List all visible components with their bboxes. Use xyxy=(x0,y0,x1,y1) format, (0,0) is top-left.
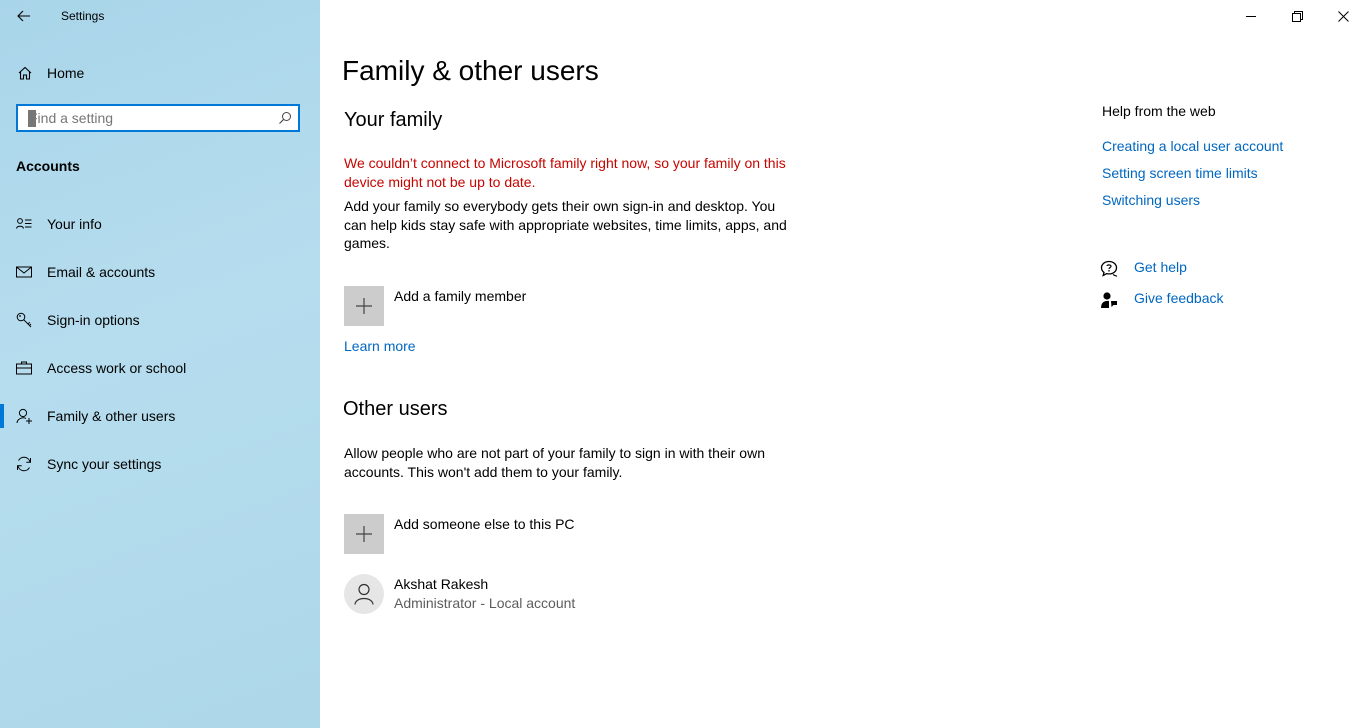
home-icon xyxy=(17,65,33,81)
add-person-icon xyxy=(16,408,32,424)
learn-more-link[interactable]: Learn more xyxy=(344,338,416,354)
other-users-heading: Other users xyxy=(343,398,448,420)
other-users-description: Allow people who are not part of your family to sign in with their own accounts. This won't add them to your family. xyxy=(344,445,765,480)
search-icon[interactable] xyxy=(278,111,292,125)
sidebar-item-label: Sync your settings xyxy=(47,456,162,472)
add-tile xyxy=(344,286,384,326)
restore-button[interactable] xyxy=(1274,0,1320,32)
family-description: Add your family so everybody gets their own sign-in and desktop. You can help kids stay safe with appropriate websites, time limits, apps, and games. xyxy=(344,198,787,251)
sidebar-item-label: Home xyxy=(47,65,85,81)
page-title: Family & other users xyxy=(342,55,599,86)
your-family-heading: Your family xyxy=(344,109,443,131)
add-someone-else-label: Add someone else to this PC xyxy=(394,516,575,532)
chat-help-icon xyxy=(1100,260,1118,278)
restore-icon xyxy=(1292,11,1303,22)
sidebar-item-label: Email & accounts xyxy=(47,264,156,280)
give-feedback-item[interactable] xyxy=(1100,289,1300,311)
give-feedback-link[interactable]: Give feedback xyxy=(1134,290,1224,306)
help-link-screen-time[interactable]: Setting screen time limits xyxy=(1102,165,1258,181)
sidebar-item-access-work-school[interactable] xyxy=(0,348,320,388)
key-icon xyxy=(16,312,32,328)
app-title: Settings xyxy=(61,9,105,23)
feedback-icon xyxy=(1100,291,1118,309)
sidebar-item-family-other-users[interactable] xyxy=(0,396,320,436)
plus-icon xyxy=(355,297,373,315)
search-input[interactable] xyxy=(26,109,269,127)
get-help-item[interactable] xyxy=(1100,258,1300,280)
avatar xyxy=(344,574,384,614)
minimize-button[interactable] xyxy=(1228,0,1274,32)
user-account-type: Administrator - Local account xyxy=(394,595,576,611)
briefcase-icon xyxy=(16,360,32,376)
back-button[interactable] xyxy=(0,0,48,32)
user-name: Akshat Rakesh xyxy=(394,576,489,592)
user-account-item[interactable] xyxy=(344,574,644,616)
plus-icon xyxy=(355,525,373,543)
help-link-local-account[interactable]: Creating a local user account xyxy=(1102,138,1284,154)
get-help-link[interactable]: Get help xyxy=(1134,259,1187,275)
add-family-member-button[interactable] xyxy=(344,286,594,326)
back-arrow-icon xyxy=(17,10,31,22)
search-box[interactable] xyxy=(16,104,300,132)
add-family-member-label: Add a family member xyxy=(394,288,527,304)
sidebar-item-sync-settings[interactable] xyxy=(0,444,320,484)
sidebar-item-label: Access work or school xyxy=(47,360,187,376)
sidebar xyxy=(0,0,320,728)
add-someone-else-button[interactable] xyxy=(344,514,644,554)
sidebar-item-email-accounts[interactable] xyxy=(0,252,320,292)
help-heading: Help from the web xyxy=(1102,103,1216,119)
mail-icon xyxy=(16,264,32,280)
contact-card-icon xyxy=(16,216,32,232)
help-link-switching-users[interactable]: Switching users xyxy=(1102,192,1201,208)
sidebar-item-home[interactable] xyxy=(0,56,320,90)
person-icon xyxy=(354,583,374,605)
minimize-icon xyxy=(1246,11,1256,21)
sidebar-item-label: Sign-in options xyxy=(47,312,140,328)
sidebar-section-label: Accounts xyxy=(16,158,80,174)
add-tile xyxy=(344,514,384,554)
family-error-message: We couldn’t connect to Microsoft family right now, so your family on this device might not be up to date. xyxy=(344,155,786,190)
close-icon xyxy=(1338,11,1349,22)
title-bar xyxy=(0,0,320,32)
close-button[interactable] xyxy=(1320,0,1366,32)
sidebar-item-label: Your info xyxy=(47,216,102,232)
sidebar-item-your-info[interactable] xyxy=(0,204,320,244)
selection-indicator xyxy=(0,404,4,428)
sidebar-item-sign-in-options[interactable] xyxy=(0,300,320,340)
sidebar-item-label: Family & other users xyxy=(47,408,176,424)
sync-icon xyxy=(16,456,32,472)
